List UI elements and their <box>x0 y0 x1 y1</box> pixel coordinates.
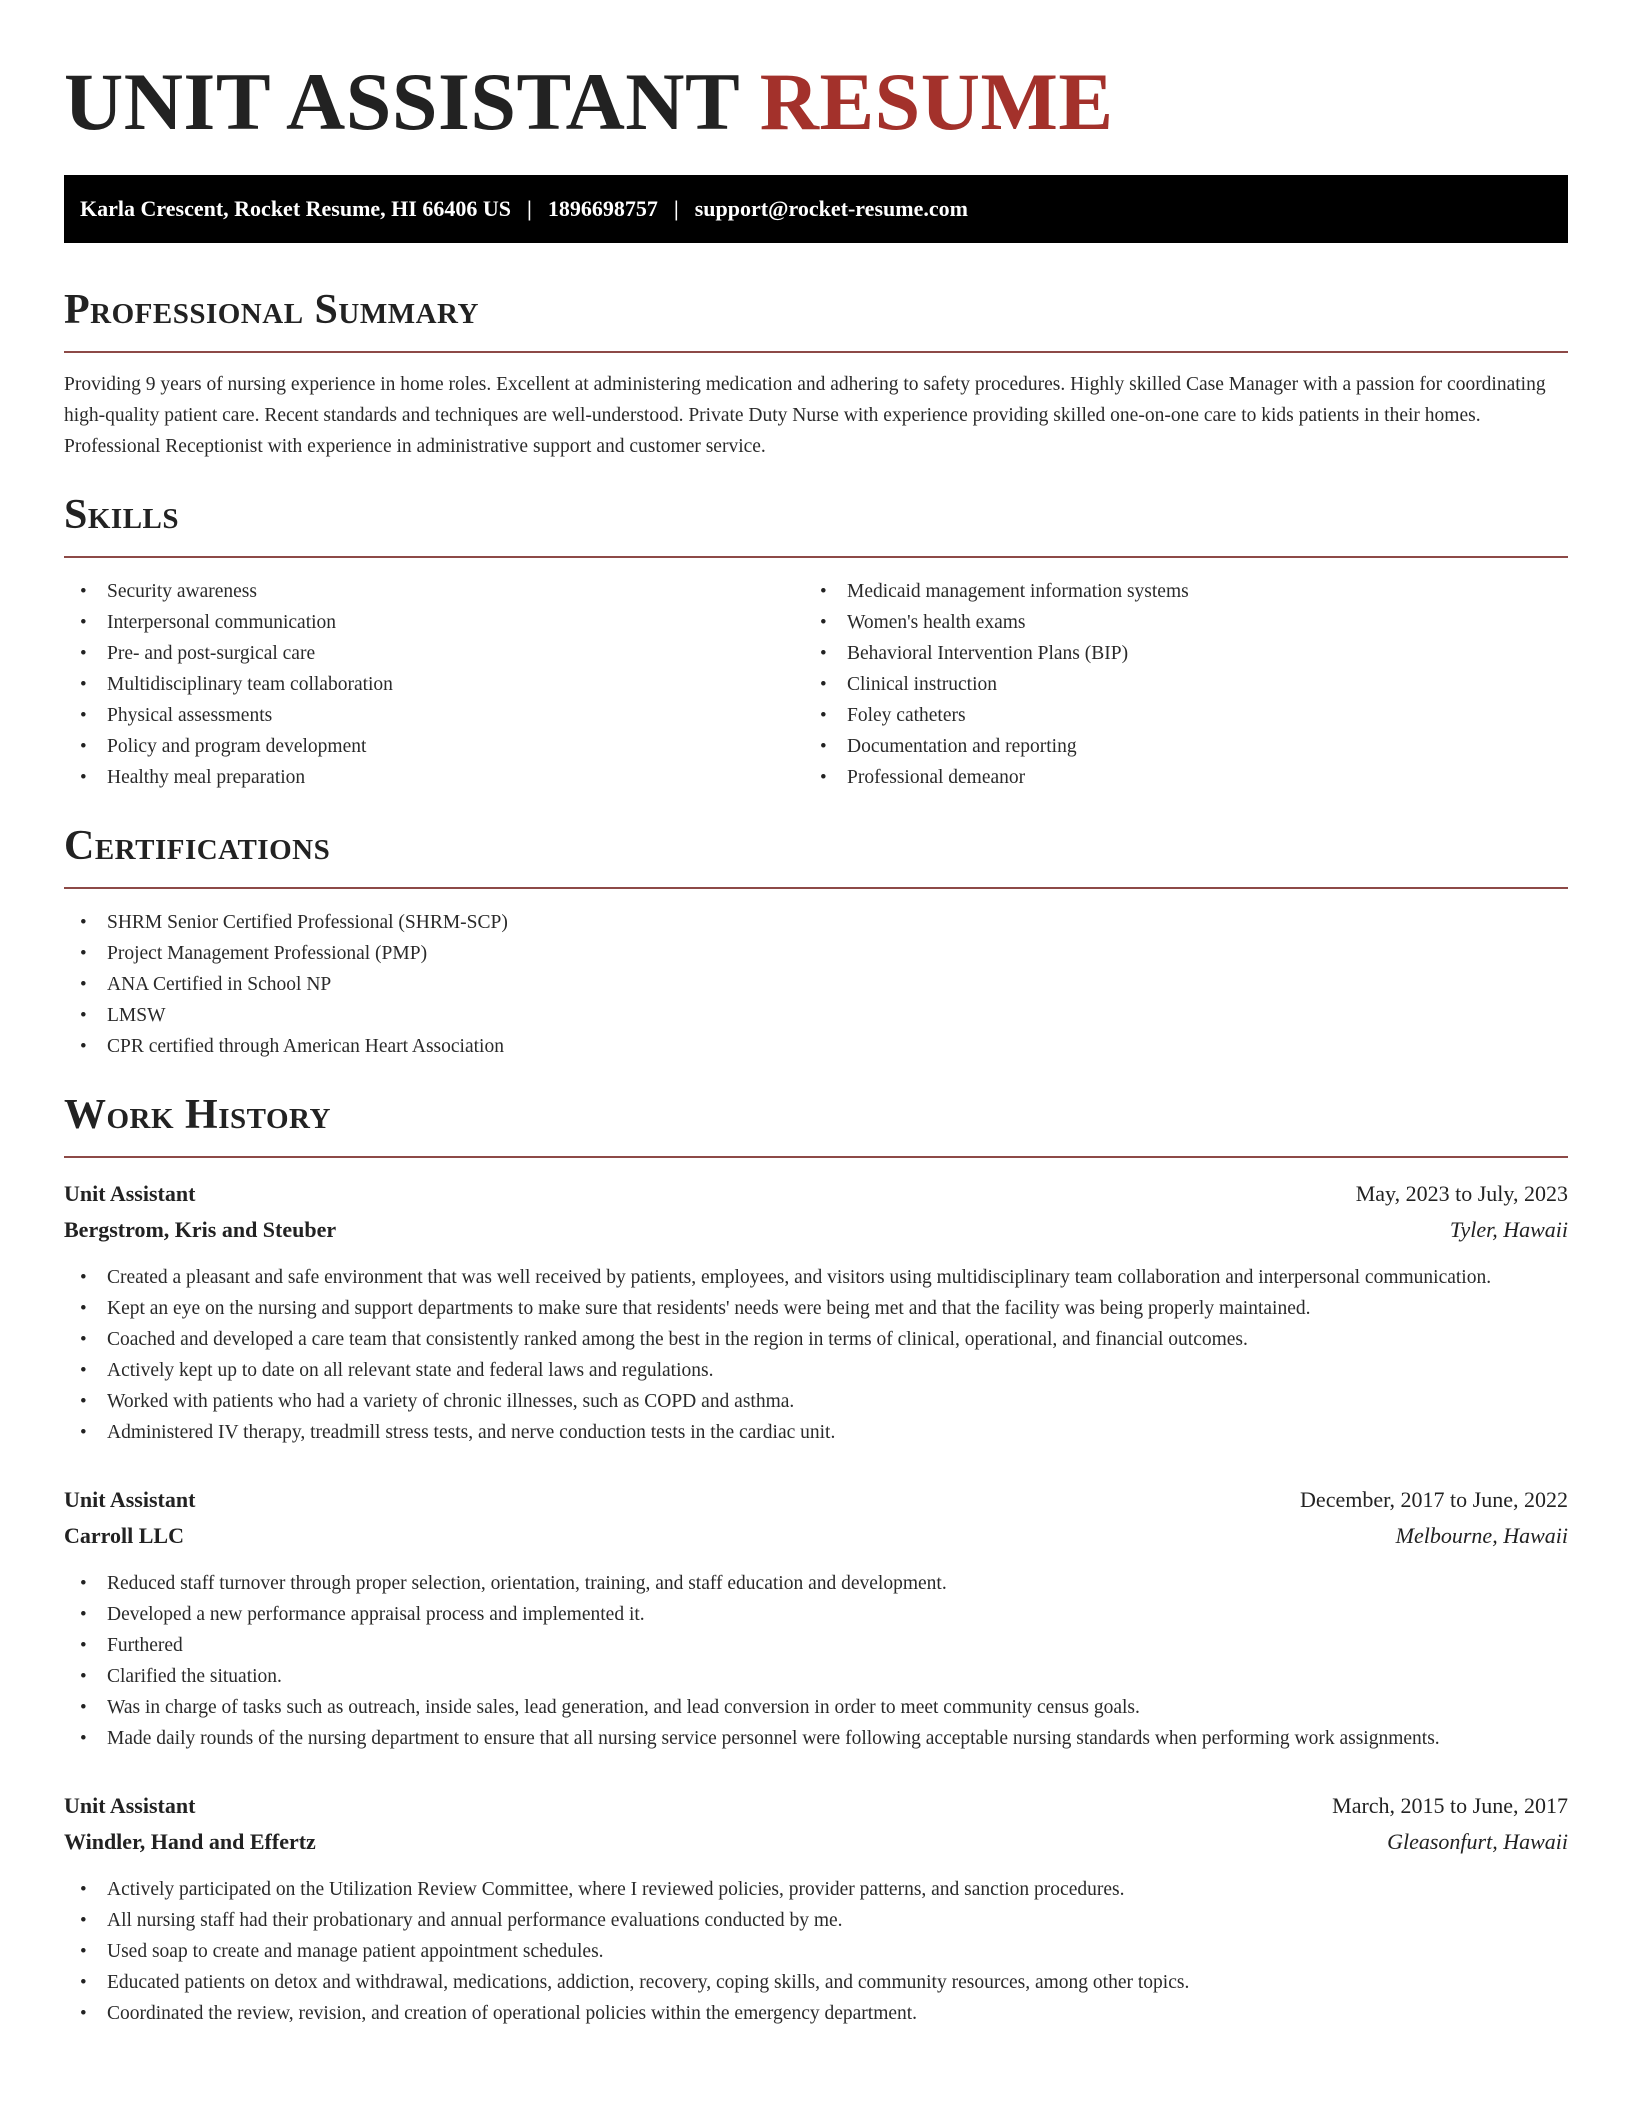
job-dates: May, 2023 to July, 2023 <box>1355 1181 1568 1206</box>
job-company-row <box>64 1824 1568 1860</box>
job-header-row <box>64 1176 1568 1212</box>
skill-item: • Behavioral Intervention Plans (BIP) <box>804 638 1544 669</box>
certification-item: • CPR certified through American Heart Association <box>64 1031 1568 1062</box>
job-dates: March, 2015 to June, 2017 <box>1332 1793 1568 1818</box>
certification-item: • LMSW <box>64 1000 1568 1031</box>
work-history-heading: Work History <box>64 1090 1568 1158</box>
job-bullet: • Educated patients on detox and withdrawal, medications, addiction, recovery, coping skills, and community resources, among other topics. <box>64 1967 1568 1998</box>
job-bullet: • Coached and developed a care team that consistently ranked among the best in the region in terms of clinical, operational, and financial outcomes. <box>64 1324 1568 1355</box>
skill-item: • Multidisciplinary team collaboration <box>64 669 804 700</box>
job-bullet: • Actively participated on the Utilization Review Committee, where I reviewed policies, provider patterns, and sanction procedures. <box>64 1874 1568 1905</box>
certifications-heading: Certifications <box>64 821 1568 889</box>
job-bullet: • Created a pleasant and safe environment that was well received by patients, employees, and visitors using multidisciplinary team collaboration and interpersonal communication. <box>64 1262 1568 1293</box>
contact-address: Karla Crescent, Rocket Resume, HI 66406 US <box>80 196 511 221</box>
page-title <box>64 52 1568 152</box>
contact-phone: 1896698757 <box>547 196 658 221</box>
job-bullets <box>64 1874 1568 2029</box>
certification-item: • SHRM Senior Certified Professional (SHRM-SCP) <box>64 907 1568 938</box>
job-company: Windler, Hand and Effertz <box>64 1829 316 1854</box>
contact-separator: | <box>526 196 532 221</box>
certifications-section <box>64 821 1568 1062</box>
job-bullet: • Made daily rounds of the nursing department to ensure that all nursing service personnel were following acceptable nursing standards when performing work assignments. <box>64 1723 1568 1754</box>
work-history-section <box>64 1090 1568 2029</box>
contact-bar <box>64 175 1568 243</box>
skills-heading: Skills <box>64 490 1568 558</box>
skill-item: • Women's health exams <box>804 607 1544 638</box>
job-header-row <box>64 1482 1568 1518</box>
skill-item: • Pre- and post-surgical care <box>64 638 804 669</box>
job-bullet: • Was in charge of tasks such as outreach, inside sales, lead generation, and lead conversion in order to meet community census goals. <box>64 1692 1568 1723</box>
certification-item: • ANA Certified in School NP <box>64 969 1568 1000</box>
job-dates: December, 2017 to June, 2022 <box>1300 1487 1568 1512</box>
job-bullets <box>64 1262 1568 1448</box>
skills-list-left <box>64 576 804 793</box>
job-header-row <box>64 1788 1568 1824</box>
job-bullet: • Reduced staff turnover through proper selection, orientation, training, and staff education and development. <box>64 1568 1568 1599</box>
skills-section <box>64 490 1568 793</box>
summary-section <box>64 285 1568 462</box>
contact-email: support@rocket-resume.com <box>694 196 968 221</box>
title-main: UNIT ASSISTANT <box>64 56 739 147</box>
skills-list-right <box>804 576 1544 793</box>
job-bullet: • Actively kept up to date on all relevant state and federal laws and regulations. <box>64 1355 1568 1386</box>
summary-heading: Professional Summary <box>64 285 1568 353</box>
skill-item: • Physical assessments <box>64 700 804 731</box>
job-entry <box>64 1788 1568 2029</box>
job-bullet: • All nursing staff had their probationary and annual performance evaluations conducted by me. <box>64 1905 1568 1936</box>
job-bullet: • Used soap to create and manage patient appointment schedules. <box>64 1936 1568 1967</box>
skill-item: • Foley catheters <box>804 700 1544 731</box>
skill-item: • Healthy meal preparation <box>64 762 804 793</box>
skill-item: • Policy and program development <box>64 731 804 762</box>
summary-text: Providing 9 years of nursing experience in home roles. Excellent at administering medication and adhering to safety procedures. Highly skilled Case Manager with a passion for coordinating high-quality patient care. Recent standards and techniques are well-understood. Private Duty Nurse with experience providing skilled one-on-one care to kids patients in their homes. Professional Receptionist with experience in administrative support and customer service. <box>64 374 1546 457</box>
skills-grid <box>64 558 1568 793</box>
certifications-list <box>64 907 1568 1062</box>
job-title: Unit Assistant <box>64 1487 196 1512</box>
skill-item: • Medicaid management information systems <box>804 576 1544 607</box>
title-accent: RESUME <box>759 56 1114 147</box>
job-bullet: • Administered IV therapy, treadmill stress tests, and nerve conduction tests in the cardiac unit. <box>64 1417 1568 1448</box>
job-bullet: • Clarified the situation. <box>64 1661 1568 1692</box>
skill-item: • Clinical instruction <box>804 669 1544 700</box>
job-location: Gleasonfurt, Hawaii <box>1387 1829 1568 1854</box>
job-title: Unit Assistant <box>64 1793 196 1818</box>
job-bullets <box>64 1568 1568 1754</box>
certification-item: • Project Management Professional (PMP) <box>64 938 1568 969</box>
job-bullet: • Coordinated the review, revision, and creation of operational policies within the emergency department. <box>64 1998 1568 2029</box>
job-bullet: • Kept an eye on the nursing and support departments to make sure that residents' needs were being met and that the facility was being properly maintained. <box>64 1293 1568 1324</box>
skill-item: • Interpersonal communication <box>64 607 804 638</box>
job-entry <box>64 1176 1568 1448</box>
skill-item: • Documentation and reporting <box>804 731 1544 762</box>
contact-separator: | <box>673 196 679 221</box>
resume-page <box>64 52 1568 2029</box>
job-company: Carroll LLC <box>64 1523 184 1548</box>
job-company-row <box>64 1212 1568 1248</box>
job-location: Melbourne, Hawaii <box>1395 1523 1568 1548</box>
job-bullet: • Furthered <box>64 1630 1568 1661</box>
job-bullet: • Developed a new performance appraisal process and implemented it. <box>64 1599 1568 1630</box>
job-title: Unit Assistant <box>64 1181 196 1206</box>
job-company-row <box>64 1518 1568 1554</box>
job-company: Bergstrom, Kris and Steuber <box>64 1217 337 1242</box>
job-location: Tyler, Hawaii <box>1449 1217 1568 1242</box>
job-bullet: • Worked with patients who had a variety of chronic illnesses, such as COPD and asthma. <box>64 1386 1568 1417</box>
skill-item: • Security awareness <box>64 576 804 607</box>
skill-item: • Professional demeanor <box>804 762 1544 793</box>
job-entry <box>64 1482 1568 1754</box>
